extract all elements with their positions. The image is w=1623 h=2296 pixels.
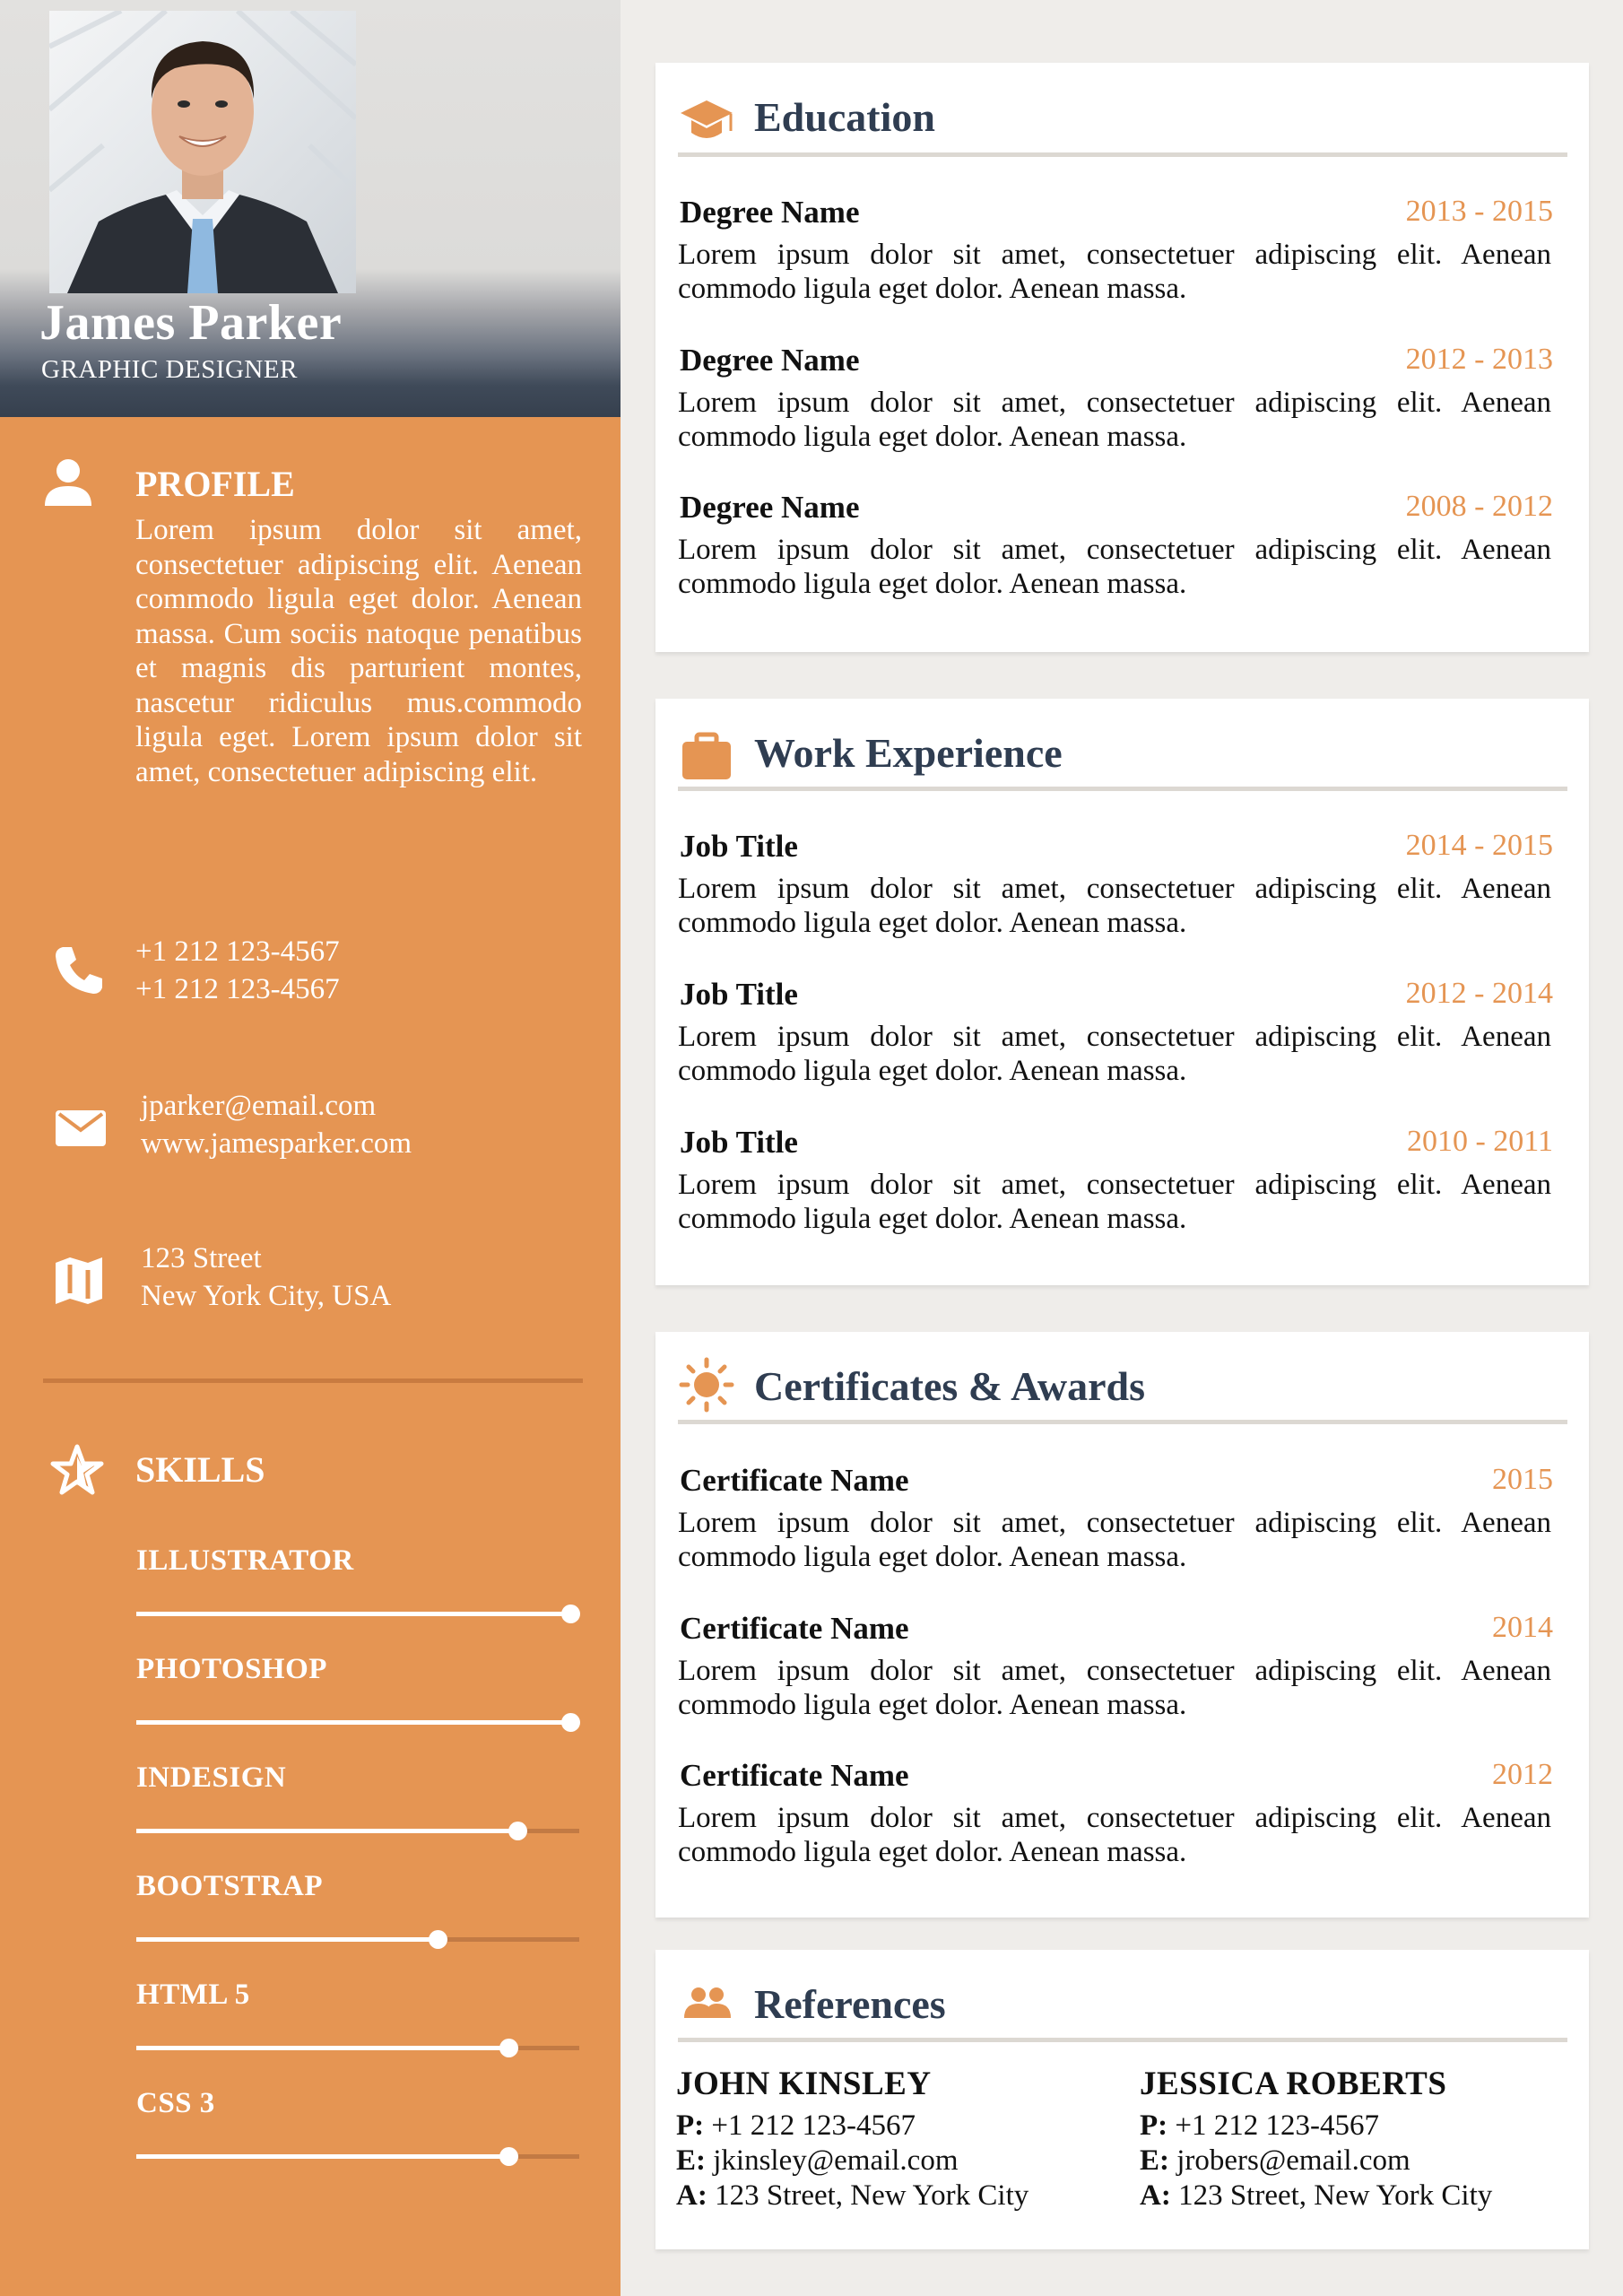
profile-photo <box>49 11 356 293</box>
certificates-heading: Certificates & Awards <box>754 1363 1146 1409</box>
certificate-year: 2015 <box>1492 1463 1553 1496</box>
degree-name: Degree Name <box>680 343 860 378</box>
skill-bar <box>136 2046 579 2050</box>
certificate-description: Lorem ipsum dolor sit amet, consectetuer adipiscing elit. Aenean commodo ligula eget dolor. Aenean massa. <box>678 1507 1551 1573</box>
address-line: New York City, USA <box>141 1280 392 1312</box>
reference-item <box>1140 2065 1492 2213</box>
skill-bar-handle <box>499 2039 518 2057</box>
skill-name: INDESIGN <box>136 1761 287 1794</box>
phone-list <box>135 933 340 1008</box>
education-date: 2013 - 2015 <box>1405 195 1553 228</box>
user-icon <box>41 456 95 509</box>
phone-icon <box>52 944 106 997</box>
certificate-description: Lorem ipsum dolor sit amet, consectetuer adipiscing elit. Aenean commodo ligula eget dolor. Aenean massa. <box>678 1802 1551 1868</box>
skill-bar-fill <box>136 1937 438 1942</box>
certificate-name: Certificate Name <box>680 1463 909 1498</box>
degree-name: Degree Name <box>680 195 860 230</box>
certificate-name: Certificate Name <box>680 1758 909 1793</box>
website-url: www.jamesparker.com <box>141 1127 412 1160</box>
section-rule <box>678 1420 1567 1424</box>
reference-name: JESSICA ROBERTS <box>1140 2066 1447 2102</box>
reference-name: JOHN KINSLEY <box>676 2066 932 2102</box>
reference-address: A: 123 Street, New York City <box>676 2179 1029 2212</box>
work-date: 2012 - 2014 <box>1405 977 1553 1010</box>
reference-email: E: jkinsley@email.com <box>676 2144 959 2177</box>
education-description: Lorem ipsum dolor sit amet, consectetuer adipiscing elit. Aenean commodo ligula eget dolor. Aenean massa. <box>678 239 1551 305</box>
certificate-year: 2012 <box>1492 1758 1553 1791</box>
education-description: Lorem ipsum dolor sit amet, consectetuer adipiscing elit. Aenean commodo ligula eget dolor. Aenean massa. <box>678 387 1551 453</box>
skill-bar-handle <box>499 2147 518 2166</box>
education-date: 2012 - 2013 <box>1405 343 1553 376</box>
skill-name: PHOTOSHOP <box>136 1653 327 1685</box>
references-heading: References <box>754 1981 946 2027</box>
work-date: 2010 - 2011 <box>1406 1125 1553 1158</box>
degree-name: Degree Name <box>680 490 860 525</box>
phone-number: +1 212 123-4567 <box>135 973 340 1005</box>
briefcase-icon <box>679 729 734 785</box>
profile-text: Lorem ipsum dolor sit amet, consectetuer adipiscing elit. Aenean commodo ligula eget dolor. Aenean massa. Cum sociis natoque penatibus et magnis dis parturient montes, nascetur ridiculus mus.commodo ligula eget. Lorem ipsum dolor sit amet, consectetuer adipiscing elit. <box>135 514 582 788</box>
map-icon <box>52 1254 106 1308</box>
skill-bar-fill <box>136 2154 508 2159</box>
certificate-name: Certificate Name <box>680 1611 909 1646</box>
certificates-card <box>655 1332 1589 1918</box>
sidebar <box>0 0 621 2296</box>
skill-bar-fill <box>136 1720 579 1725</box>
skill-name: BOOTSTRAP <box>136 1870 324 1902</box>
work-description: Lorem ipsum dolor sit amet, consectetuer adipiscing elit. Aenean commodo ligula eget dolor. Aenean massa. <box>678 1021 1551 1087</box>
skill-bar-fill <box>136 2046 508 2050</box>
email-web-list <box>141 1087 412 1162</box>
people-icon <box>679 1977 734 2032</box>
job-title: Job Title <box>680 829 798 864</box>
section-rule <box>678 787 1567 791</box>
skill-bar-handle <box>508 1822 527 1840</box>
work-heading: Work Experience <box>754 730 1063 776</box>
skill-bar-fill <box>136 1829 517 1833</box>
envelope-icon <box>54 1101 108 1155</box>
skill-bar <box>136 1612 579 1616</box>
work-description: Lorem ipsum dolor sit amet, consectetuer adipiscing elit. Aenean commodo ligula eget dolor. Aenean massa. <box>678 1169 1551 1235</box>
skill-name: HTML 5 <box>136 1979 250 2011</box>
certificate-description: Lorem ipsum dolor sit amet, consectetuer adipiscing elit. Aenean commodo ligula eget dolor. Aenean massa. <box>678 1655 1551 1721</box>
graduation-cap-icon <box>679 93 734 149</box>
person-title: GRAPHIC DESIGNER <box>41 355 298 384</box>
profile-heading: PROFILE <box>135 464 295 504</box>
sun-icon <box>679 1357 734 1413</box>
reference-item <box>676 2065 1028 2213</box>
skill-bar <box>136 2154 579 2159</box>
education-card <box>655 63 1589 652</box>
skill-bar <box>136 1937 579 1942</box>
skill-name: ILLUSTRATOR <box>136 1544 354 1577</box>
reference-phone: P: +1 212 123-4567 <box>676 2109 916 2142</box>
work-experience-card <box>655 699 1589 1285</box>
job-title: Job Title <box>680 1125 798 1160</box>
address-line: 123 Street <box>141 1242 262 1274</box>
certificate-year: 2014 <box>1492 1611 1553 1644</box>
skill-name: CSS 3 <box>136 2087 215 2119</box>
skill-bar <box>136 1720 579 1725</box>
education-heading: Education <box>754 94 935 140</box>
skills-heading: SKILLS <box>135 1449 265 1490</box>
education-description: Lorem ipsum dolor sit amet, consectetuer adipiscing elit. Aenean commodo ligula eget dolor. Aenean massa. <box>678 534 1551 600</box>
section-rule <box>678 2038 1567 2042</box>
star-icon <box>50 1444 104 1498</box>
address-block <box>141 1239 391 1315</box>
skill-bar <box>136 1829 579 1833</box>
work-date: 2014 - 2015 <box>1405 829 1553 862</box>
education-date: 2008 - 2012 <box>1405 490 1553 523</box>
sidebar-divider <box>43 1378 583 1383</box>
skill-bar-handle <box>429 1930 447 1949</box>
section-rule <box>678 152 1567 157</box>
skill-bar-handle <box>561 1713 580 1732</box>
job-title: Job Title <box>680 977 798 1012</box>
person-name: James Parker <box>39 295 343 351</box>
reference-address: A: 123 Street, New York City <box>1140 2179 1493 2212</box>
email-address: jparker@email.com <box>141 1090 377 1122</box>
work-description: Lorem ipsum dolor sit amet, consectetuer adipiscing elit. Aenean commodo ligula eget dolor. Aenean massa. <box>678 873 1551 939</box>
skill-bar-fill <box>136 1612 579 1616</box>
skill-bar-handle <box>561 1605 580 1623</box>
phone-number: +1 212 123-4567 <box>135 935 340 968</box>
reference-phone: P: +1 212 123-4567 <box>1140 2109 1380 2142</box>
reference-email: E: jrobers@email.com <box>1140 2144 1410 2177</box>
